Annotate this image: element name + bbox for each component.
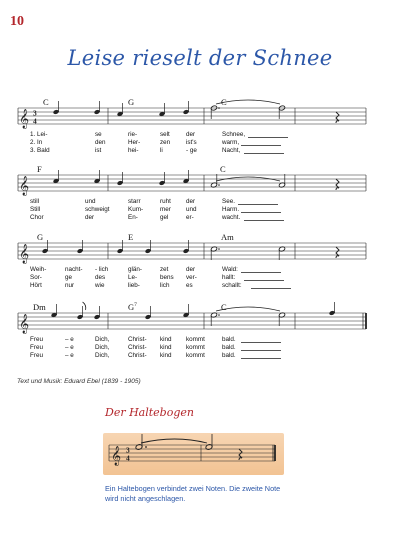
lyric-syllable: – e xyxy=(65,336,74,343)
lyric-syllable: Freu xyxy=(30,336,43,343)
section-title: Der Haltebogen xyxy=(105,406,194,419)
lyric-syllable: kind xyxy=(160,352,172,359)
lyric-syllable: glän- xyxy=(128,266,143,273)
lyric-syllable: Christ- xyxy=(128,344,147,351)
lyric-syllable: Her- xyxy=(128,139,141,146)
chord-symbol: Am xyxy=(221,232,234,242)
lyric-syllable: See. xyxy=(222,198,235,205)
lyric-syllable: hallt: xyxy=(222,274,236,281)
lyric-syllable: lieb- xyxy=(128,282,140,289)
chord-symbol: E xyxy=(128,232,134,242)
eighth-flag xyxy=(83,302,86,310)
credit-line: Text und Musik: Eduard Ebel (1839 - 1905) xyxy=(17,378,141,385)
lyric-syllable: Christ- xyxy=(128,336,147,343)
lyric-syllable: kind xyxy=(160,344,172,351)
lyric-syllable: und xyxy=(85,198,96,205)
time-signature-top: 3 xyxy=(33,108,37,118)
tie-explanation: Ein Haltebogen verbindet zwei Noten. Die zweite Note wird nicht angeschlagen. xyxy=(105,484,281,503)
quarter-rest-icon xyxy=(336,112,339,123)
lyric-syllable: er- xyxy=(186,214,194,221)
lyric-extender xyxy=(244,220,284,221)
lyric-syllable: wie xyxy=(95,282,105,289)
lyric-syllable: schweigt xyxy=(85,206,110,213)
lyric-syllable: mer xyxy=(160,206,171,213)
time-signature-bottom: 4 xyxy=(33,116,37,126)
lyric-syllable: En- xyxy=(128,214,138,221)
lyric-syllable: ist xyxy=(95,147,102,154)
chord-symbol: C xyxy=(220,164,226,174)
lyric-syllable: – e xyxy=(65,344,74,351)
lyric-syllable: selt xyxy=(160,131,170,138)
lyric-syllable: Schnee, xyxy=(222,131,246,138)
lyric-syllable: Chor xyxy=(30,214,44,221)
lyric-syllable: ver- xyxy=(186,274,197,281)
chord-symbol: C xyxy=(221,302,227,312)
lyric-syllable: nacht- xyxy=(65,266,83,273)
lyric-syllable: den xyxy=(95,139,106,146)
svg-text:3: 3 xyxy=(126,445,130,455)
lyric-syllable: der xyxy=(186,266,196,273)
lyric-row xyxy=(0,213,400,223)
chord-symbol: G xyxy=(37,232,44,242)
page-number: 10 xyxy=(10,14,24,29)
lyric-syllable: bens xyxy=(160,274,174,281)
svg-text:4: 4 xyxy=(126,453,130,463)
lyric-syllable: ist's xyxy=(186,139,197,146)
lyric-syllable: zen xyxy=(160,139,171,146)
lyric-syllable: Hört xyxy=(30,282,42,289)
chord-symbol: $G^7$ xyxy=(128,302,137,312)
lyric-syllable: nur xyxy=(65,282,75,289)
lyric-row xyxy=(0,281,400,291)
lyric-syllable: lich xyxy=(160,282,170,289)
lyric-syllable: der xyxy=(186,131,196,138)
quarter-rest-icon xyxy=(336,179,339,190)
lyric-syllable: Nacht, xyxy=(222,147,241,154)
augmentation-dot xyxy=(218,248,220,250)
chord-symbol: C xyxy=(221,97,227,107)
lyric-syllable: bald. xyxy=(222,344,236,351)
lyric-syllable: und xyxy=(186,206,197,213)
lyric-syllable: Sor- xyxy=(30,274,42,281)
lyric-syllable: 2. In xyxy=(30,139,43,146)
song-title: Leise rieselt der Schnee xyxy=(67,46,333,70)
lyric-syllable: 1. Lei- xyxy=(30,131,48,138)
lyric-extender xyxy=(241,358,281,359)
lyric-syllable: ruht xyxy=(160,198,171,205)
lyric-extender xyxy=(244,153,284,154)
lyric-row xyxy=(0,351,400,361)
lyric-syllable: se xyxy=(95,131,102,138)
lyric-syllable: Freu xyxy=(30,344,43,351)
treble-clef-icon: 𝄞 xyxy=(19,176,30,196)
lyric-syllable: Dich, xyxy=(95,336,110,343)
lyric-syllable: li xyxy=(160,147,163,154)
lyric-syllable: ge xyxy=(65,274,73,281)
lyric-syllable: schallt: xyxy=(222,282,242,289)
lyric-syllable: Freu xyxy=(30,352,43,359)
lyric-syllable: Dich, xyxy=(95,352,110,359)
lyric-syllable: kind xyxy=(160,336,172,343)
lyric-syllable: Christ- xyxy=(128,352,147,359)
lyric-syllable: kommt xyxy=(186,336,205,343)
chord-symbol: G xyxy=(128,97,135,107)
augmentation-dot xyxy=(218,107,220,109)
treble-clef-icon: 𝄞 xyxy=(19,109,30,129)
treble-clef-icon: 𝄞 xyxy=(19,314,30,334)
lyric-syllable: Harm. xyxy=(222,206,240,213)
lyric-syllable: starr xyxy=(128,198,141,205)
chord-symbol: Dm xyxy=(33,302,46,312)
augmentation-dot xyxy=(218,314,220,316)
lyric-syllable: still xyxy=(30,198,40,205)
lyric-extender xyxy=(251,288,291,289)
lyric-syllable: bald. xyxy=(222,352,236,359)
treble-clef-icon: 𝄞 xyxy=(19,244,30,264)
lyric-syllable: der xyxy=(186,198,196,205)
tie-arc xyxy=(141,439,207,443)
lyric-syllable: rie- xyxy=(128,131,138,138)
lyric-syllable: kommt xyxy=(186,352,205,359)
lyric-syllable: - lich xyxy=(95,266,109,273)
lyric-syllable: 3. Bald xyxy=(30,147,50,154)
augmentation-dot xyxy=(218,184,220,186)
lyric-syllable: bald. xyxy=(222,336,236,343)
lyric-syllable: es xyxy=(186,282,193,289)
lyric-syllable: Le- xyxy=(128,274,138,281)
chord-symbol: C xyxy=(43,97,49,107)
lyric-syllable: der xyxy=(85,214,95,221)
lyric-syllable: warm, xyxy=(222,139,240,146)
lyric-syllable: wacht. xyxy=(222,214,241,221)
lyric-syllable: Kum- xyxy=(128,206,144,213)
quarter-rest-icon xyxy=(239,449,242,460)
lyric-row xyxy=(0,146,400,156)
lyric-syllable: Still xyxy=(30,206,41,213)
lyric-syllable: Dich, xyxy=(95,344,110,351)
lyric-syllable: Wald: xyxy=(222,266,238,273)
treble-clef-icon: 𝄞 xyxy=(111,446,122,466)
chord-symbol: F xyxy=(37,164,42,174)
tie-example-box xyxy=(103,433,284,475)
lyric-syllable: – e xyxy=(65,352,74,359)
lyric-syllable: kommt xyxy=(186,344,205,351)
quarter-rest-icon xyxy=(336,247,339,258)
lyric-syllable: des xyxy=(95,274,106,281)
lyric-syllable: - ge xyxy=(186,147,197,154)
lyric-syllable: hei- xyxy=(128,147,139,154)
lyric-syllable: gel xyxy=(160,214,169,221)
tie-example-staff xyxy=(103,433,284,475)
lyric-syllable: zet xyxy=(160,266,169,273)
lyric-syllable: Weih- xyxy=(30,266,47,273)
